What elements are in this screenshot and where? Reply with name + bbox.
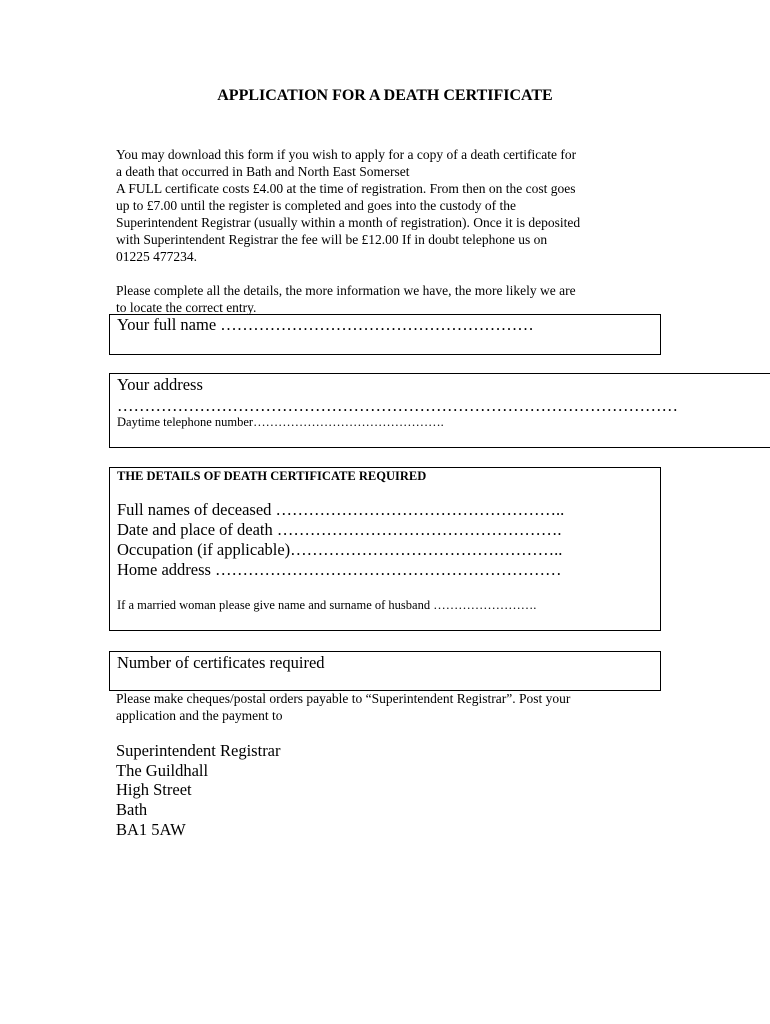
intro-line: 01225 477234. (116, 249, 197, 264)
intro-line: to locate the correct entry. (116, 300, 257, 315)
intro-line: You may download this form if you wish to apply for a copy of a death certificate for (116, 147, 577, 162)
deceased-names-field[interactable]: Full names of deceased …………………………………………….. (117, 500, 565, 519)
intro-text (116, 146, 656, 316)
intro-paragraph-instructions (116, 282, 656, 316)
intro-line: up to £7.00 until the register is completed and goes into the custody of the (116, 198, 517, 213)
full-name-field[interactable]: Your full name ………………………………………………… (117, 315, 534, 334)
intro-line: A FULL certificate costs £4.00 at the time of registration. From then on the cost goes (116, 181, 576, 196)
daytime-phone-field[interactable]: Daytime telephone number………………………………………. (117, 415, 444, 429)
details-heading: THE DETAILS OF DEATH CERTIFICATE REQUIRED (117, 469, 427, 483)
address-line: Superintendent Registrar (116, 741, 281, 760)
address-label: Your address (117, 375, 203, 394)
intro-line: a death that occurred in Bath and North East Somerset (116, 164, 410, 179)
intro-line: Superintendent Registrar (usually within a month of registration). Once it is deposited (116, 215, 581, 230)
page-title: APPLICATION FOR A DEATH CERTIFICATE (217, 87, 553, 104)
details-fields (117, 500, 564, 580)
certificates-box (109, 651, 661, 691)
certificate-count-field[interactable]: Number of certificates required (117, 653, 325, 672)
address-field[interactable]: ………………………………………………………………………………………… (117, 396, 678, 415)
date-place-of-death-field[interactable]: Date and place of death ……………………………………………. (117, 520, 562, 539)
address-line: High Street (116, 780, 192, 800)
occupation-field[interactable]: Occupation (if applicable)………………………………………….. (117, 540, 563, 559)
husband-name-field[interactable]: If a married woman please give name and surname of husband ……………………. (117, 598, 537, 612)
death-details-box (109, 467, 661, 631)
intro-line: Please complete all the details, the more information we have, the more likely we are (116, 283, 576, 298)
intro-line: with Superintendent Registrar the fee will be £12.00 If in doubt telephone us on (116, 232, 548, 247)
postal-address (116, 741, 281, 840)
address-box (109, 373, 770, 448)
payment-line: Please make cheques/postal orders payable to “Superintendent Registrar”. Post your (116, 691, 571, 706)
address-line: Bath (116, 800, 148, 820)
intro-paragraph-fees (116, 146, 656, 265)
payment-instructions (116, 690, 656, 724)
home-address-field[interactable]: Home address ……………………………………………………… (117, 560, 562, 579)
address-line: The Guildhall (116, 760, 209, 780)
full-name-box (109, 314, 661, 355)
payment-line: application and the payment to (116, 708, 283, 723)
address-line: BA1 5AW (116, 819, 186, 839)
